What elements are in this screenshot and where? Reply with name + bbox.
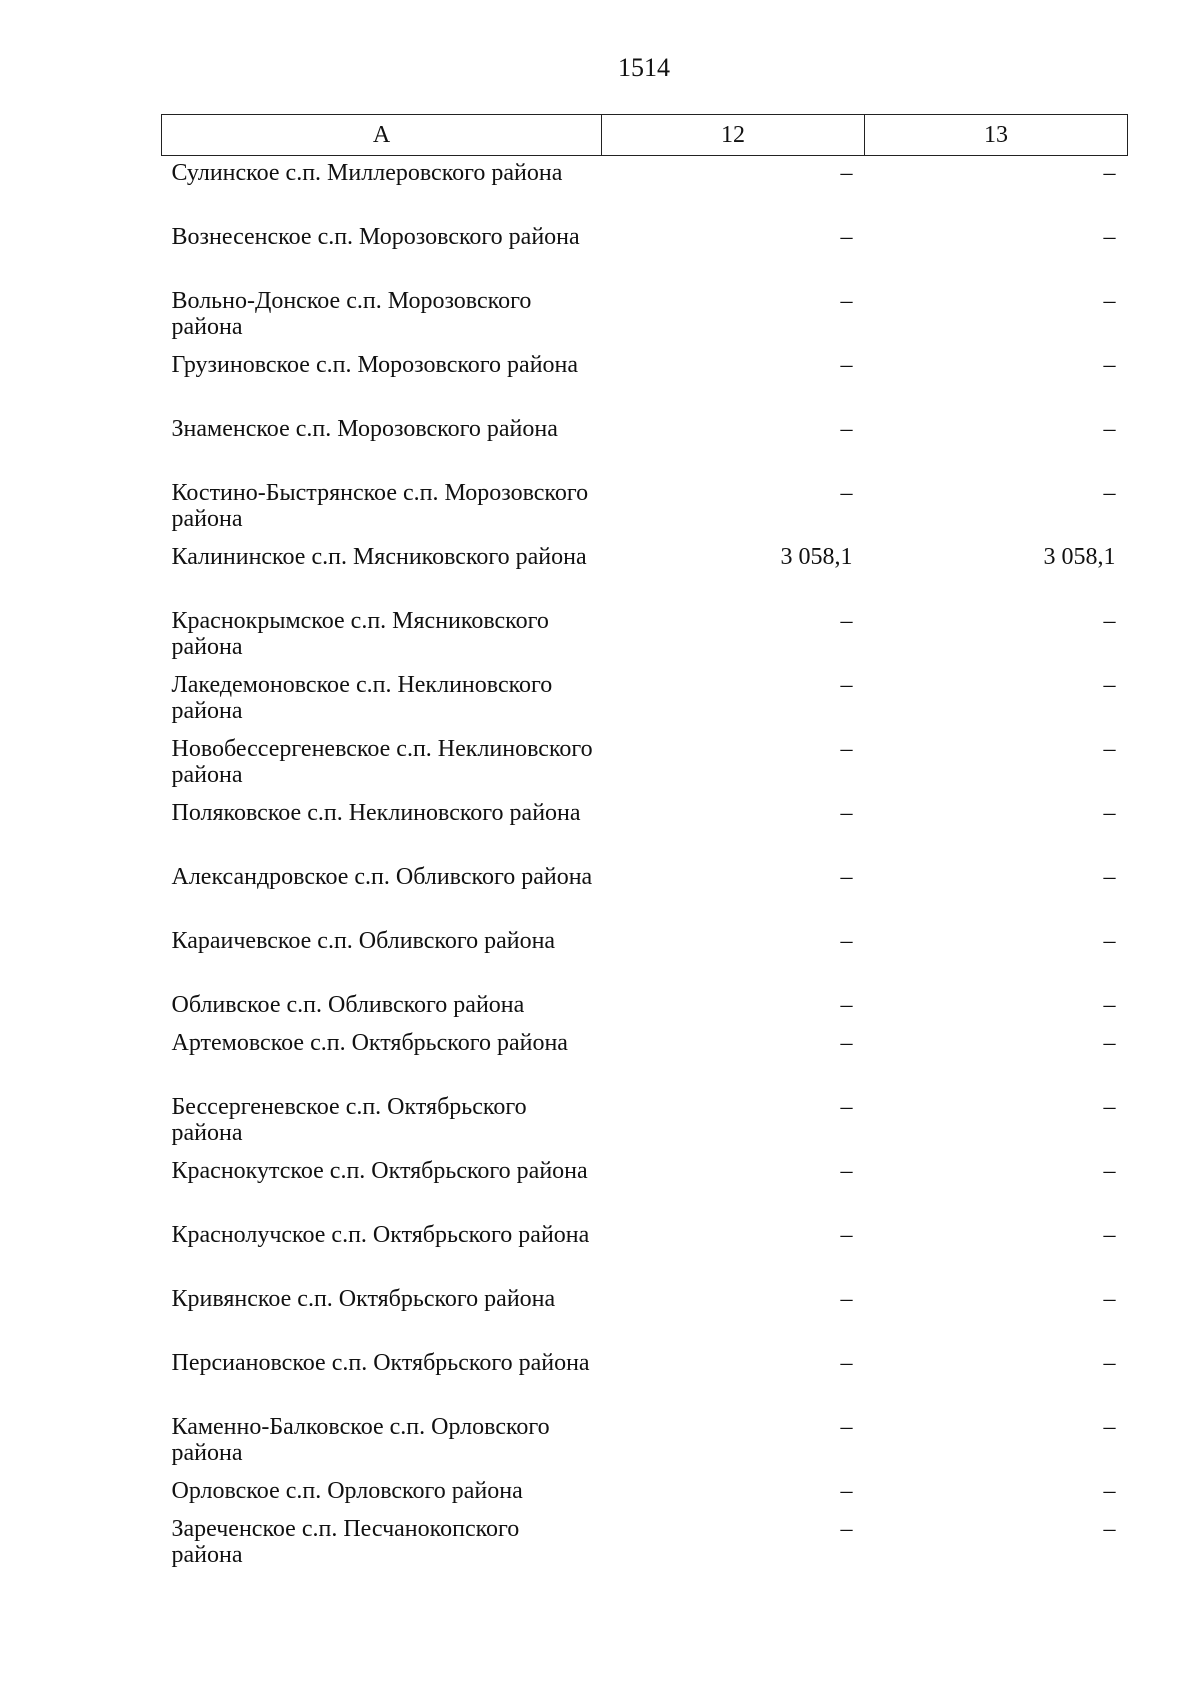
settlement-name-cell: Сулинское с.п. Миллеровского района [171,160,563,186]
value-cell-13: – [1103,1478,1116,1504]
table-body [162,156,1128,1581]
settlement-name-cell: Калининское с.п. Мясниковского района [171,544,587,570]
table-row [162,416,1128,480]
value-cell-12: – [840,800,853,826]
value-cell-13: – [1103,928,1116,954]
value-cell-13: – [1103,992,1116,1018]
value-cell-12: – [840,480,853,506]
value-cell-12: – [840,1158,853,1184]
table-row [162,1350,1128,1414]
value-cell-12: – [840,1222,853,1248]
value-cell-13: 3 058,1 [1043,544,1116,570]
value-cell-12: – [840,1030,853,1056]
settlement-name-cell: Обливское с.п. Обливского района [171,992,525,1018]
value-cell-13: – [1103,800,1116,826]
value-cell-13: – [1103,1286,1116,1312]
value-cell-12: – [840,288,853,314]
budget-table [161,114,1128,1580]
page-number: 1514 [618,53,670,82]
settlement-name-cell: Лакедемоновское с.п. Неклиновского района [171,672,553,724]
table-row [162,928,1128,992]
table-row [162,1030,1128,1094]
table-row [162,480,1128,544]
value-cell-13: – [1103,224,1116,250]
table-row [162,672,1128,736]
settlement-name-cell: Краснолучское с.п. Октябрьского района [171,1222,590,1248]
table-row [162,864,1128,928]
column-header-a: А [162,115,602,156]
value-cell-13: – [1103,416,1116,442]
value-cell-13: – [1103,1030,1116,1056]
settlement-name-cell: Грузиновское с.п. Морозовского района [171,352,579,378]
settlement-name-cell: Александровское с.п. Обливского района [171,864,593,890]
table-row [162,992,1128,1030]
settlement-name-cell: Костино-Быстрянское с.п. Морозовского района [171,480,589,532]
value-cell-13: – [1103,160,1116,186]
settlement-name-cell: Краснокрымское с.п. Мясниковского района [171,608,549,660]
table-row [162,736,1128,800]
value-cell-12: – [840,1516,853,1542]
settlement-name-cell: Поляковское с.п. Неклиновского района [171,800,581,826]
value-cell-12: – [840,608,853,634]
value-cell-12: – [840,992,853,1018]
header-row [162,115,1128,156]
value-cell-12: – [840,736,853,762]
settlement-name-cell: Зареченское с.п. Песчанокопского района [171,1516,520,1568]
table-row [162,224,1128,288]
table-row [162,288,1128,352]
settlement-name-cell: Кривянское с.п. Октябрьского района [171,1286,556,1312]
table-row [162,1222,1128,1286]
value-cell-13: – [1103,672,1116,698]
value-cell-13: – [1103,1350,1116,1376]
value-cell-12: 3 058,1 [780,544,853,570]
table-header [162,115,1128,156]
column-header-13: 13 [865,115,1128,156]
value-cell-12: – [840,1414,853,1440]
value-cell-13: – [1103,1222,1116,1248]
settlement-name-cell: Орловское с.п. Орловского района [171,1478,523,1504]
value-cell-13: – [1103,736,1116,762]
table-row [162,1478,1128,1516]
value-cell-12: – [840,672,853,698]
value-cell-13: – [1103,608,1116,634]
value-cell-13: – [1103,1414,1116,1440]
settlement-name-cell: Каменно-Балковское с.п. Орловского района [171,1414,550,1466]
table-row [162,1094,1128,1158]
value-cell-12: – [840,1286,853,1312]
table-row [162,608,1128,672]
value-cell-13: – [1103,480,1116,506]
table-row [162,1414,1128,1478]
table-row [162,800,1128,864]
settlement-name-cell: Знаменское с.п. Морозовского района [171,416,558,442]
value-cell-13: – [1103,1094,1116,1120]
value-cell-12: – [840,928,853,954]
value-cell-12: – [840,864,853,890]
value-cell-12: – [840,416,853,442]
value-cell-12: – [840,1350,853,1376]
settlement-name-cell: Вознесенское с.п. Морозовского района [171,224,580,250]
settlement-name-cell: Новобессергеневское с.п. Неклиновского района [171,736,593,788]
settlement-name-cell: Бессергеневское с.п. Октябрьского района [171,1094,527,1146]
column-header-12: 12 [602,115,865,156]
table-row [162,156,1128,225]
value-cell-13: – [1103,352,1116,378]
table-row [162,1516,1128,1580]
settlement-name-cell: Караичевское с.п. Обливского района [171,928,556,954]
value-cell-13: – [1103,1158,1116,1184]
settlement-name-cell: Персиановское с.п. Октябрьского района [171,1350,590,1376]
table-row [162,1286,1128,1350]
settlement-name-cell: Вольно-Донское с.п. Морозовского района [171,288,532,340]
value-cell-13: – [1103,864,1116,890]
value-cell-13: – [1103,1516,1116,1542]
value-cell-12: – [840,160,853,186]
settlement-name-cell: Краснокутское с.п. Октябрьского района [171,1158,588,1184]
settlement-name-cell: Артемовское с.п. Октябрьского района [171,1030,568,1056]
value-cell-12: – [840,352,853,378]
table-row [162,352,1128,416]
value-cell-12: – [840,1094,853,1120]
value-cell-12: – [840,224,853,250]
table-row [162,544,1128,608]
table-row [162,1158,1128,1222]
value-cell-13: – [1103,288,1116,314]
value-cell-12: – [840,1478,853,1504]
